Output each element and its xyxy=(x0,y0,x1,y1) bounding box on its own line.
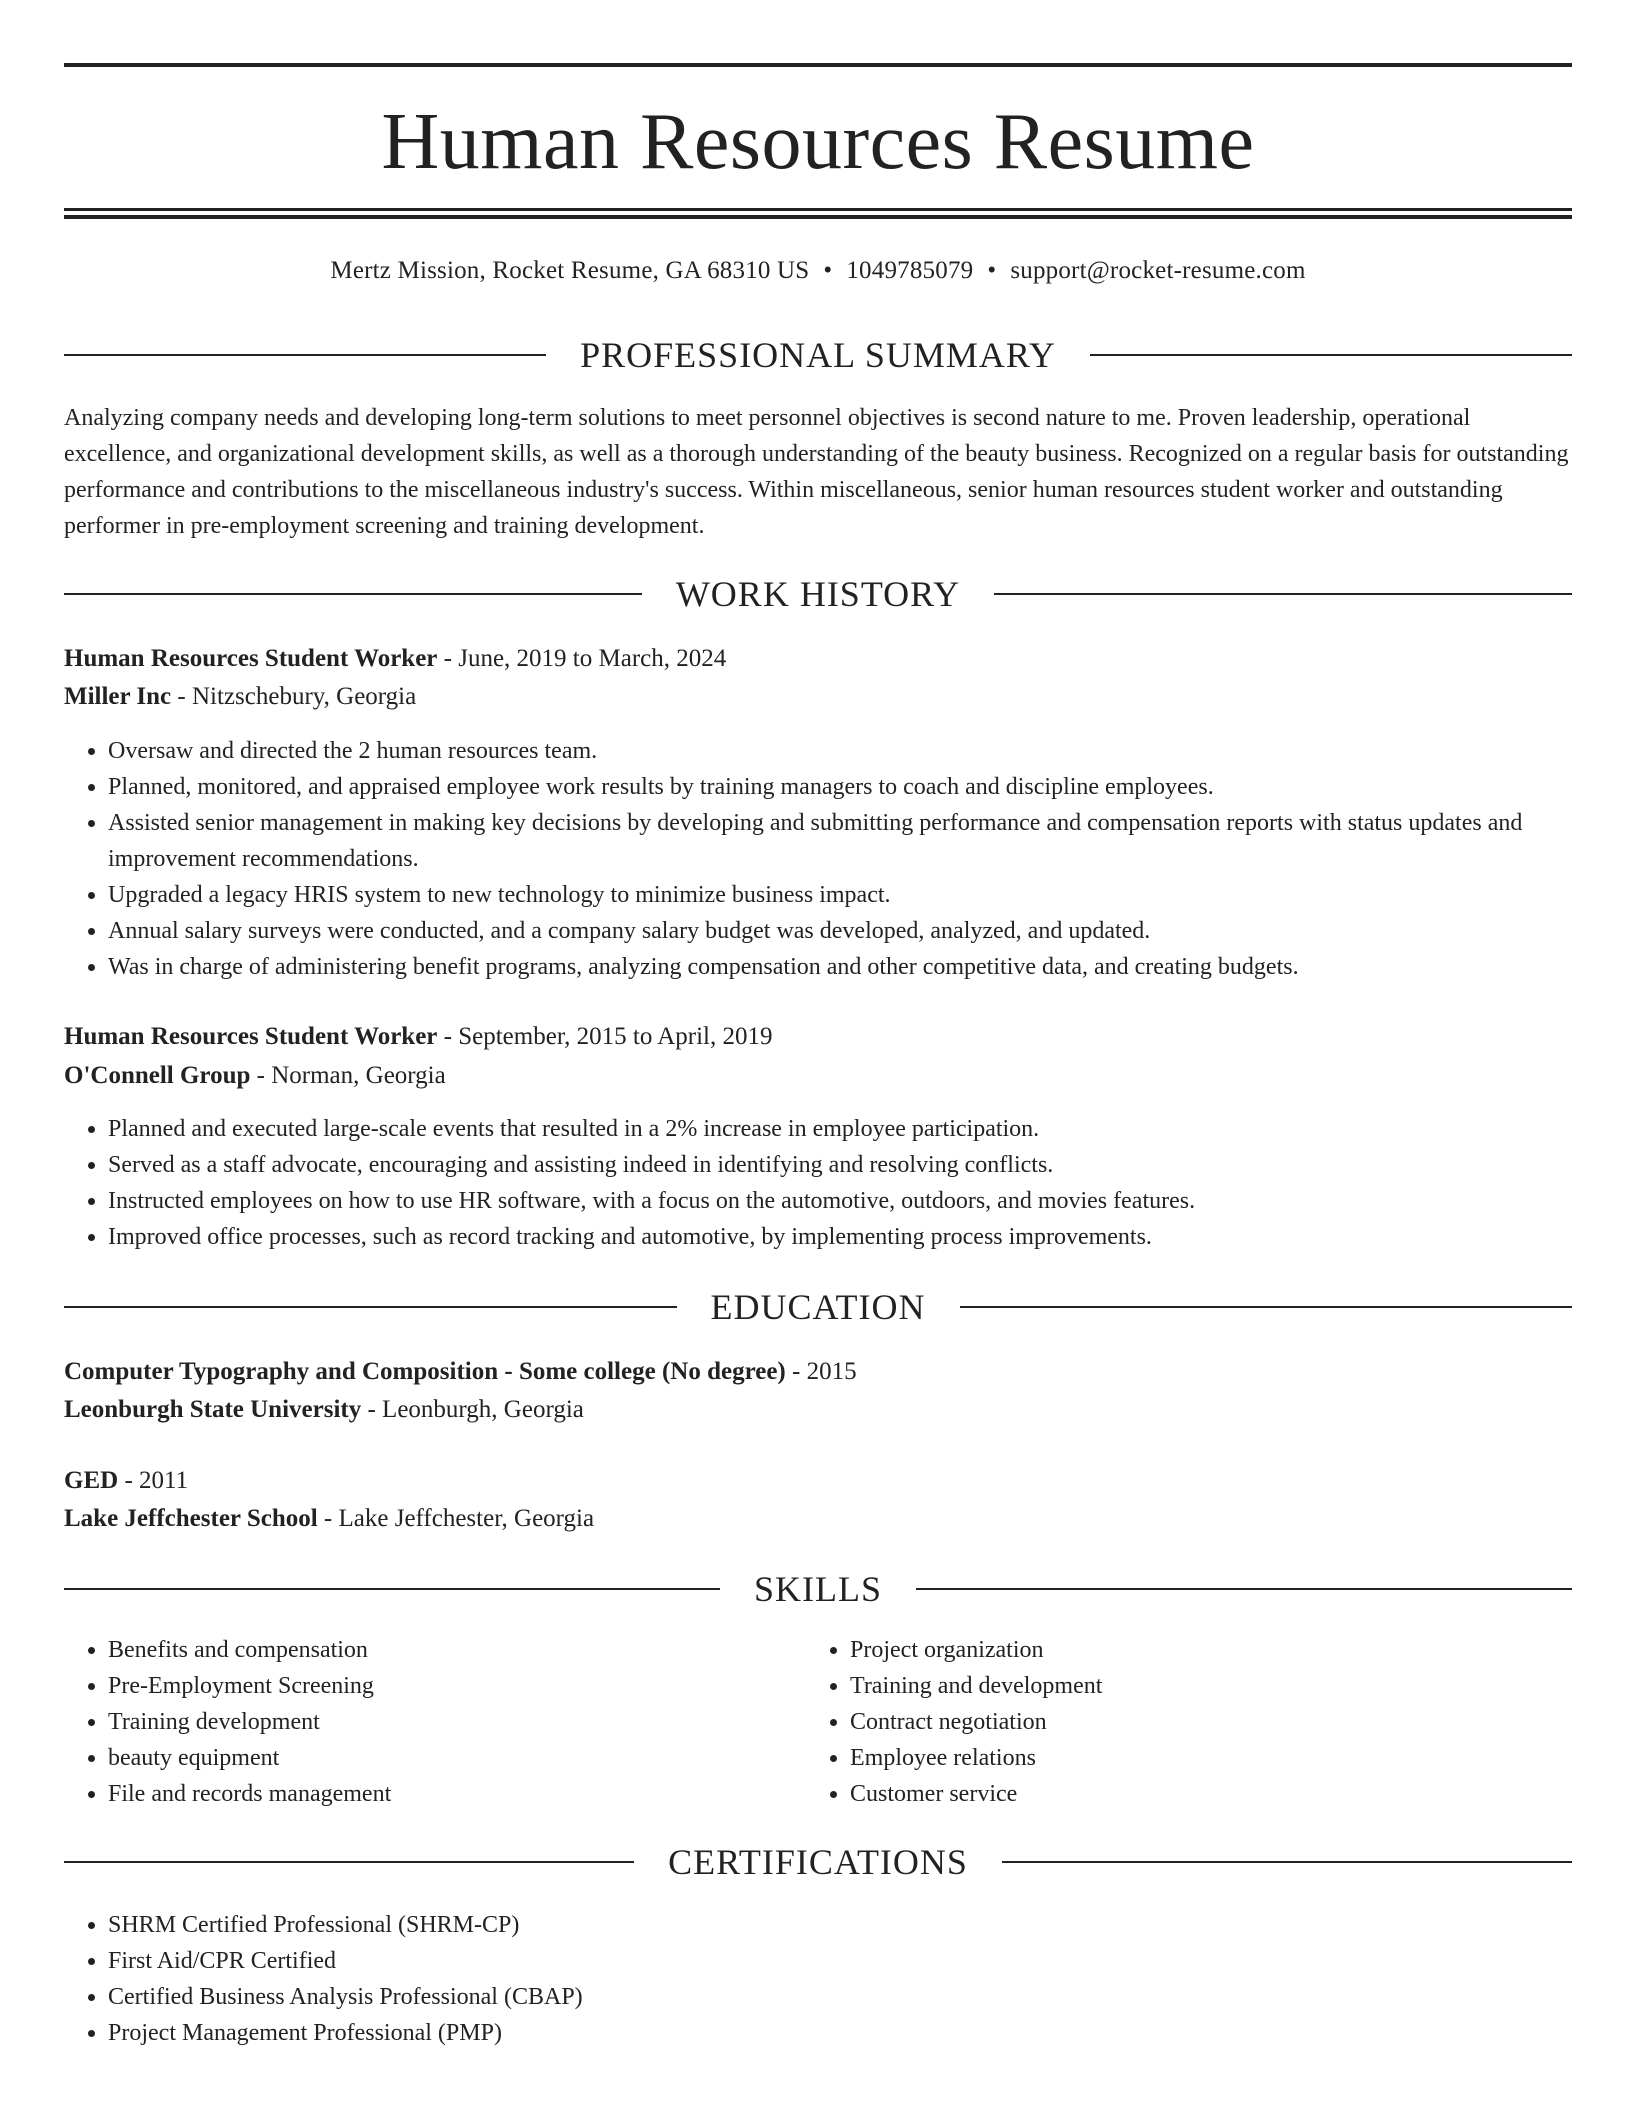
heading-rule xyxy=(916,1588,1572,1590)
job-title: Human Resources Student Worker xyxy=(64,645,438,672)
heading-rule xyxy=(1090,354,1572,356)
job-company-line xyxy=(64,1058,1572,1094)
list-item: • First Aid/CPR Certified xyxy=(108,1943,1616,1979)
list-item: • Instructed employees on how to use HR software, with a focus on the automotive, outdoors, and movies features. xyxy=(108,1183,1616,1219)
list-item: • Customer service xyxy=(850,1776,1550,1812)
education-location: - Leonburgh, Georgia xyxy=(361,1396,584,1423)
education-degree: Computer Typography and Composition - Some college (No degree) xyxy=(64,1358,786,1385)
section-heading-work-history xyxy=(64,572,1572,616)
heading-rule xyxy=(960,1306,1573,1308)
list-item: • Training development xyxy=(108,1704,808,1740)
education-degree: GED xyxy=(64,1467,119,1494)
list-item: • Planned, monitored, and appraised employee work results by training managers to coach and discipline employees. xyxy=(108,769,1616,805)
contact-separator: • xyxy=(987,257,997,284)
job-title: Human Resources Student Worker xyxy=(64,1023,438,1050)
section-title: CERTIFICATIONS xyxy=(668,1842,968,1882)
skills-list-left xyxy=(64,1632,808,1812)
job-company: O'Connell Group xyxy=(64,1062,251,1089)
job-title-line xyxy=(64,1019,1572,1055)
list-item: • Training and development xyxy=(850,1668,1550,1704)
page-title: Human Resources Resume xyxy=(381,98,1255,186)
section-heading-summary xyxy=(64,333,1572,377)
list-item: • Planned and executed large-scale events that resulted in a 2% increase in employee participation. xyxy=(108,1111,1616,1147)
job-dates: - June, 2019 to March, 2024 xyxy=(437,645,727,672)
list-item: • File and records management xyxy=(108,1776,808,1812)
job-company-line xyxy=(64,679,1572,715)
heading-rule xyxy=(64,1861,634,1863)
heading-rule xyxy=(994,593,1572,595)
title-rule-upper xyxy=(64,208,1572,211)
title-rule-lower xyxy=(64,215,1572,219)
certifications-list xyxy=(64,1907,1616,2051)
list-item: • Assisted senior management in making key decisions by developing and submitting performance and compensation reports with status updates and improvement recommendations. xyxy=(108,805,1616,877)
contact-phone: 1049785079 xyxy=(846,257,974,284)
job-bullets xyxy=(64,733,1616,985)
list-item: • beauty equipment xyxy=(108,1740,808,1776)
list-item: • Benefits and compensation xyxy=(108,1632,808,1668)
section-heading-education xyxy=(64,1285,1572,1329)
heading-rule xyxy=(64,1588,720,1590)
job-location: - Nitzschebury, Georgia xyxy=(171,683,417,710)
job-location: - Norman, Georgia xyxy=(250,1062,446,1089)
contact-separator: • xyxy=(823,257,833,284)
section-heading-certifications xyxy=(64,1840,1572,1884)
job-dates: - September, 2015 to April, 2019 xyxy=(437,1023,773,1050)
heading-rule xyxy=(64,1306,677,1308)
list-item: • Certified Business Analysis Professional (CBAP) xyxy=(108,1979,1616,2015)
section-heading-skills xyxy=(64,1567,1572,1611)
contact-line xyxy=(64,254,1572,288)
list-item: • Pre-Employment Screening xyxy=(108,1668,808,1704)
section-title: EDUCATION xyxy=(710,1287,926,1327)
list-item: • Employee relations xyxy=(850,1740,1550,1776)
education-school-line xyxy=(64,1501,1572,1537)
education-location: - Lake Jeffchester, Georgia xyxy=(317,1505,595,1532)
list-item: • Annual salary surveys were conducted, and a company salary budget was developed, analyzed, and updated. xyxy=(108,913,1616,949)
job-company: Miller Inc xyxy=(64,683,172,710)
contact-email[interactable]: support@rocket-resume.com xyxy=(1010,257,1306,284)
list-item: • Was in charge of administering benefit programs, analyzing compensation and other competitive data, and creating budgets. xyxy=(108,949,1616,985)
list-item: • Project Management Professional (PMP) xyxy=(108,2015,1616,2051)
section-title: SKILLS xyxy=(754,1569,883,1609)
education-year: - 2015 xyxy=(785,1358,857,1385)
job-title-line xyxy=(64,641,1572,677)
education-school-line xyxy=(64,1392,1572,1428)
education-degree-line xyxy=(64,1354,1572,1390)
education-school: Lake Jeffchester School xyxy=(64,1505,318,1532)
list-item: • SHRM Certified Professional (SHRM-CP) xyxy=(108,1907,1616,1943)
education-degree-line xyxy=(64,1463,1572,1499)
top-rule xyxy=(64,63,1572,67)
summary-text: Analyzing company needs and developing long-term solutions to meet personnel objectives is second nature to me. Proven leadership, operational excellence, and organizational development skills, as well as a thorough understanding of the beauty business. Recognized on a regular basis for outstanding performance and contributions to the miscellaneous industry's success. Within miscellaneous, senior human resources student worker and outstanding performer in pre-employment screening and training development. xyxy=(64,405,1569,539)
list-item: • Project organization xyxy=(850,1632,1550,1668)
education-year: - 2011 xyxy=(118,1467,189,1494)
list-item: • Upgraded a legacy HRIS system to new technology to minimize business impact. xyxy=(108,877,1616,913)
list-item: • Served as a staff advocate, encouraging and assisting indeed in identifying and resolving conflicts. xyxy=(108,1147,1616,1183)
heading-rule xyxy=(64,593,642,595)
skills-list-right xyxy=(806,1632,1550,1812)
contact-address: Mertz Mission, Rocket Resume, GA 68310 US xyxy=(330,257,810,284)
heading-rule xyxy=(64,354,546,356)
heading-rule xyxy=(1002,1861,1572,1863)
list-item: • Oversaw and directed the 2 human resources team. xyxy=(108,733,1616,769)
section-title: PROFESSIONAL SUMMARY xyxy=(580,335,1056,375)
list-item: • Improved office processes, such as record tracking and automotive, by implementing process improvements. xyxy=(108,1219,1616,1255)
education-school: Leonburgh State University xyxy=(64,1396,362,1423)
job-bullets xyxy=(64,1111,1616,1255)
section-title: WORK HISTORY xyxy=(675,574,961,614)
list-item: • Contract negotiation xyxy=(850,1704,1550,1740)
